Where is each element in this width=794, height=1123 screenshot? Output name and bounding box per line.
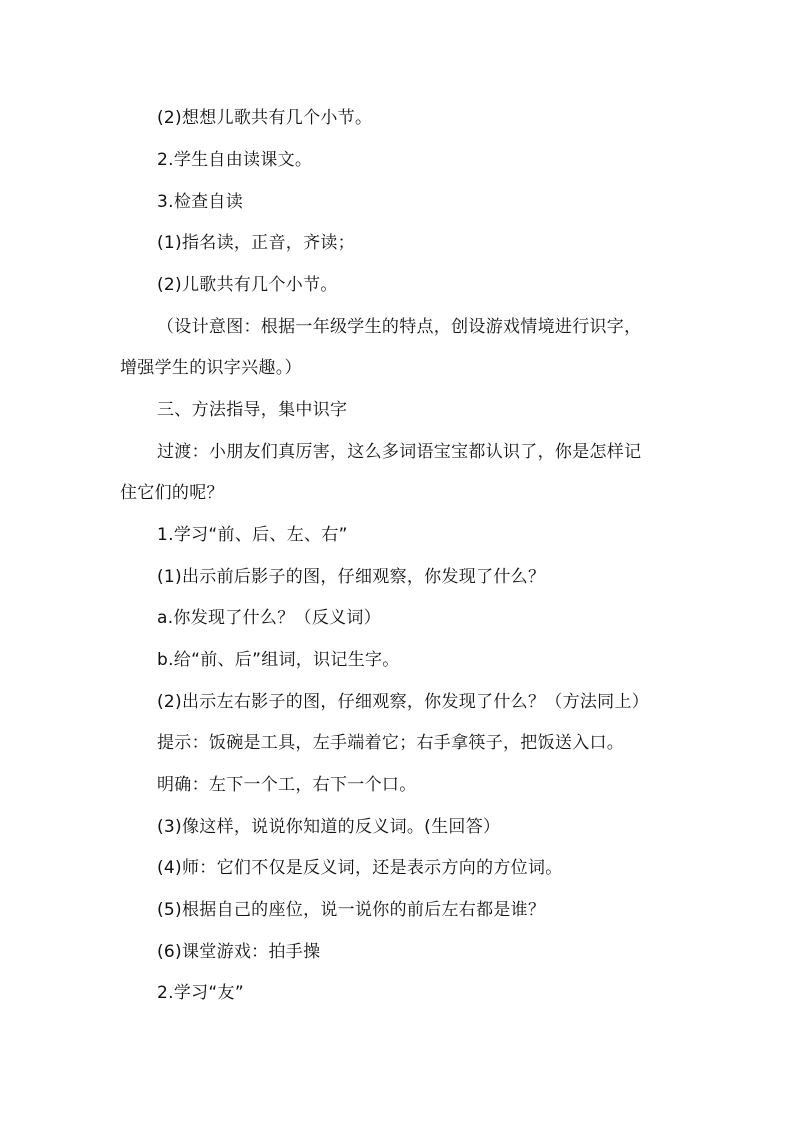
text-line-5: (2)儿歌共有几个小节。 <box>157 275 338 295</box>
text-line-22: 2.学习“友” <box>157 983 244 1003</box>
text-line-19: (4)师：它们不仅是反义词，还是表示方向的方位词。 <box>157 858 563 878</box>
text-line-9: 过渡：小朋友们真厉害，这么多词语宝宝都认识了，你是怎样记 <box>157 442 642 462</box>
text-line-10: 住它们的呢？ <box>120 483 224 503</box>
text-line-1: (2)想想儿歌共有几个小节。 <box>157 108 373 128</box>
text-line-6: （设计意图：根据一年级学生的特点，创设游戏情境进行识字， <box>157 317 642 337</box>
text-line-7: 增强学生的识字兴趣。） <box>120 358 302 378</box>
text-line-13: a.你发现了什么？（反义词） <box>157 608 382 628</box>
text-line-14: b.给“前、后”组词，识记生字。 <box>157 650 400 670</box>
text-line-16: 提示：饭碗是工具，左手端着它；右手拿筷子，把饭送入口。 <box>157 733 625 753</box>
text-line-17: 明确：左下一个工，右下一个口。 <box>157 775 417 795</box>
text-line-2: 2.学生自由读课文。 <box>157 150 313 170</box>
text-line-3: 3.检查自读 <box>157 192 244 212</box>
text-line-18: (3)像这样，说说你知道的反义词。(生回答） <box>157 817 501 837</box>
section-heading: 三、方法指导，集中识字 <box>157 400 348 420</box>
text-line-11: 1.学习“前、后、左、右” <box>157 525 348 545</box>
text-line-15: (2)出示左右影子的图，仔细观察，你发现了什么？（方法同上） <box>157 692 650 712</box>
text-line-12: (1)出示前后影子的图，仔细观察，你发现了什么？ <box>157 567 546 587</box>
text-line-21: (6)课堂游戏：拍手操 <box>157 942 321 962</box>
text-line-20: (5)根据自己的座位，说一说你的前后左右都是谁？ <box>157 900 546 920</box>
text-line-4: (1)指名读，正音，齐读； <box>157 233 355 253</box>
